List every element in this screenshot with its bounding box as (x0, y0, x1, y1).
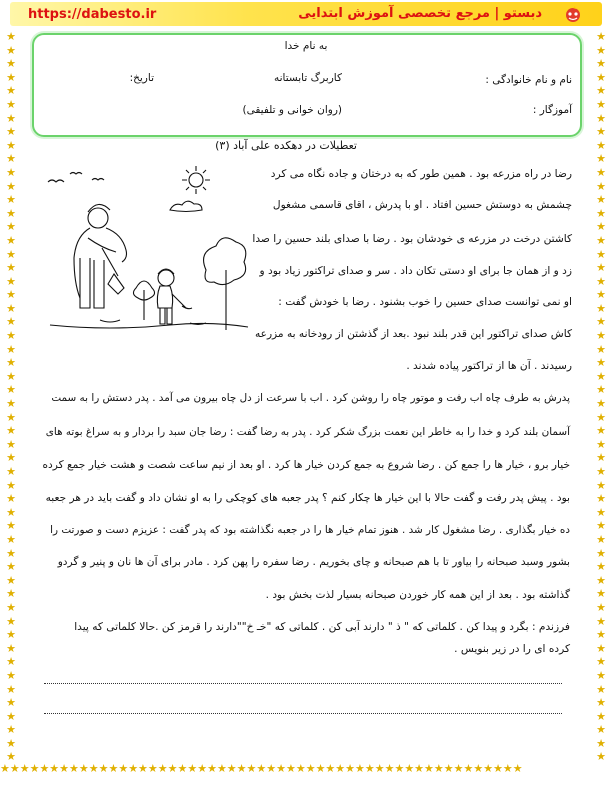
star-border-bottom: ★★★★★★★★★★★★★★★★★★★★★★★★★★★★★★★★★★★★★★★★★★★★★★★★★★★★★ (0, 762, 523, 775)
story-line: کاش صدای تراکتور این قدر بلند نبود .بعد از گذشتن از رودخانه به مزرعه (254, 328, 572, 340)
star-border-right: ★ ★ ★ ★ ★ ★ ★ ★ ★ ★ ★ ★ ★ ★ ★ ★ ★ ★ ★ ★ ★ ★ ★ ★ ★ ★ ★ ★ ★ ★ ★ ★ ★ ★ ★ ★ ★ ★ ★ ★ ★ ★ ★ ★ ★ ★ ★ ★ ★ ★ ★ ★ ★ ★ (596, 30, 606, 764)
banner-title: دبستو | مرجع تخصصی آموزش ابتدایی (298, 6, 542, 21)
story-line: کاشتن درخت در مزرعه ی خودشان بود . رضا با صدای بلند حسین را صدا (252, 233, 572, 245)
subject-label: (روان خوانی و تلفیقی) (242, 104, 342, 116)
site-banner (10, 2, 602, 26)
answer-line-2[interactable] (44, 713, 562, 714)
story-line: گذاشته بود . بعد از این همه کار خوردن صبحانه بسیار لذت بخش بود . (265, 589, 570, 601)
farm-illustration (40, 160, 250, 335)
teacher-label: آموزگار : (532, 104, 572, 116)
star-border-left: ★ ★ ★ ★ ★ ★ ★ ★ ★ ★ ★ ★ ★ ★ ★ ★ ★ ★ ★ ★ ★ ★ ★ ★ ★ ★ ★ ★ ★ ★ ★ ★ ★ ★ ★ ★ ★ ★ ★ ★ ★ ★ ★ ★ ★ ★ ★ ★ ★ ★ ★ ★ ★ ★ (6, 30, 16, 764)
story-line: بود . پیش پدر رفت و گفت حالا با این خیار ها چکار کنم ؟ پدر جعبه های کوچکی را به او نشان داد و گفت باید در هر جعبه (45, 492, 570, 504)
site-url[interactable]: https://dabesto.ir (28, 7, 157, 22)
worksheet-title: کاربرگ تابستانه (273, 72, 342, 84)
story-line: آسمان بلند کرد و خدا را به خاطر این نعمت بزرگ شکر کرد . پدر به رضا گفت : رضا جان سبد را بردار و به سراغ بوته های (45, 426, 570, 438)
name-label: نام و نام خانوادگی : (485, 74, 572, 86)
story-line: پدرش به طرف چاه اب رفت و موتور چاه را روشن کرد . اب با سرعت از دل چاه بیرون می آمد . پدر دستش را به سمت (51, 392, 570, 404)
date-label: تاریخ: (129, 72, 154, 84)
dabesto-logo-icon (560, 6, 586, 24)
story-line: رسیدند . آن ها از تراکتور پیاده شدند . (406, 360, 572, 372)
story-line: ده خیار بگذاری . رضا مشغول کار شد . هنوز تمام خیار ها را در جعبه نگذاشته بود که پدر گفت : عزیزم دست و صورتت را (50, 524, 570, 536)
bismillah: به نام خدا (284, 40, 328, 52)
story-line: بشور وسبد صبحانه را بیاور تا با هم صبحانه و چای بخوریم . رضا سفره را پهن کرد . مادر برای آن ها نان و پنیر و گردو (57, 556, 570, 568)
story-title: تعطیلات در دهکده علی آباد (۳) (215, 139, 357, 152)
exercise-instruction: فرزندم : بگرد و پیدا کن . کلماتی که " ذ " دارند آبی کن . کلماتی که "خـ خ""دارند را قرمز کن .حالا کلماتی که پیدا (74, 621, 570, 633)
answer-line-1[interactable] (44, 683, 562, 684)
exercise-instruction-2: کرده ای را در زیر بنویس . (454, 643, 570, 655)
story-line: خیار برو ، خیار ها را جمع کن . رضا شروع به جمع کردن خیار ها کرد . او بعد از نیم ساعت شصت و هشت خیار جمع کرده (42, 459, 570, 471)
story-line: او نمی توانست صدای حسین را خوب بشنود . رضا با خودش گفت : (278, 296, 572, 308)
story-line: زد و از همان جا برای او دستی تکان داد . سر و صدای تراکتور زیاد بود و (259, 265, 572, 277)
story-line: چشمش به دوستش حسین افتاد . او با پدرش ، اقای قاسمی مشغول (272, 199, 572, 211)
story-line: رضا در راه مزرعه بود . همین طور که به درختان و جاده نگاه می کرد (270, 168, 572, 180)
